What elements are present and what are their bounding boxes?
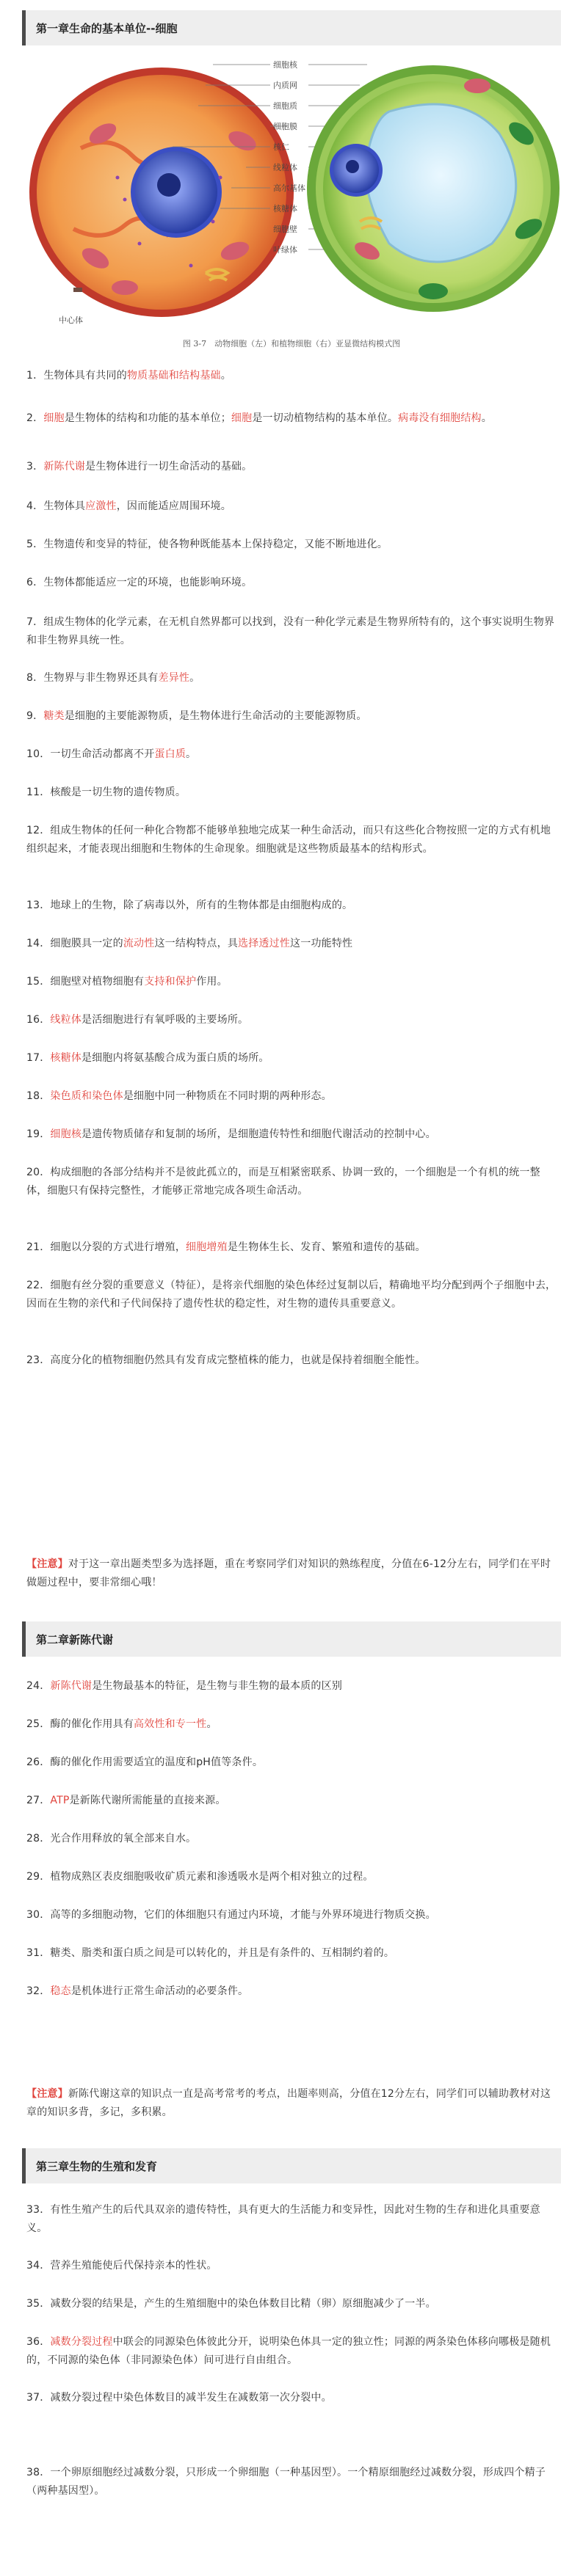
list-item: [26, 1830, 557, 1848]
list-item: [26, 707, 557, 726]
highlighted-text: 流动性: [123, 938, 155, 949]
list-item: [26, 1792, 557, 1810]
item-number: 31．: [26, 1947, 51, 1959]
item-number: 24．: [26, 1680, 51, 1692]
item-text: 糖类、脂类和蛋白质之间是可以转化的，并且是有条件的、互相制约着的。: [50, 1947, 395, 1959]
chapter3-title: 第三章生物的生殖和发育: [36, 2159, 158, 2173]
item-number: 2．: [26, 412, 44, 424]
list-item: [26, 1944, 557, 1963]
item-number: 22．: [26, 1280, 51, 1291]
item-text: 是活细胞进行有氧呼吸的主要场所。: [82, 1014, 249, 1026]
item-number: 23．: [26, 1354, 51, 1366]
item-text: 细胞有丝分裂的重要意义（特征），是将亲代细胞的染色体经过复制以后，精确地平均分配到两个子细胞中去，因而在生物的亲代和子代间保持了遗传性状的稳定性，对生物的遗传具重要意义。: [26, 1280, 557, 1310]
list-item: [26, 367, 557, 385]
list-item: [26, 2295, 557, 2313]
highlighted-text: 减数分裂过程: [50, 2336, 113, 2348]
item-number: 5．: [26, 539, 44, 550]
list-item: [26, 458, 557, 476]
item-number: 11．: [26, 787, 51, 798]
highlighted-text: 稳态: [50, 1985, 71, 1997]
list-item: [26, 1125, 557, 1144]
item-text: 。: [206, 1718, 217, 1730]
list-item: [26, 2333, 557, 2370]
item-text: 是机体进行正常生命活动的必要条件。: [70, 1985, 249, 1997]
list-item: [26, 2201, 557, 2238]
list-item: [26, 1868, 557, 1886]
item-number: 8．: [26, 672, 44, 684]
item-number: 35．: [26, 2298, 51, 2310]
cell-diagram-figure: [22, 45, 561, 354]
highlighted-text: ATP: [50, 1795, 70, 1806]
note-tag: 【注意】: [26, 2088, 68, 2100]
item-number: 37．: [26, 2392, 51, 2404]
item-text: 。: [220, 370, 231, 382]
label-nucleolus: 核仁: [273, 142, 289, 152]
highlighted-text: 糖类: [43, 710, 65, 722]
item-number: 6．: [26, 577, 44, 588]
list-item: [26, 1754, 557, 1772]
item-number: 34．: [26, 2260, 51, 2272]
highlighted-text: 细胞: [231, 412, 253, 424]
item-text: 地球上的生物，除了病毒以外，所有的生物体都是由细胞构成的。: [50, 900, 353, 911]
label-nucleus: 细胞核: [273, 60, 297, 70]
item-text: 作用。: [196, 976, 228, 988]
list-item: [26, 822, 557, 858]
list-item: [26, 2464, 557, 2500]
item-number: 10．: [26, 748, 51, 760]
centrosome-label: 中心体: [59, 315, 83, 325]
item-text: ，因而能适应周围环境。: [116, 500, 231, 512]
highlighted-text: 物质基础和结构基础: [126, 370, 221, 382]
highlighted-text: 新陈代谢: [43, 461, 86, 472]
item-number: 16．: [26, 1014, 51, 1026]
list-item: [26, 1982, 557, 2001]
item-text: 是生物体的结构和功能的基本单位；: [64, 412, 231, 424]
animal-cell: [29, 67, 294, 325]
highlighted-text: 应激性: [85, 500, 117, 512]
list-item: [26, 784, 557, 802]
highlighted-text: 选择透过性: [238, 938, 291, 949]
label-chloroplast: 叶绿体: [273, 245, 297, 255]
item-number: 13．: [26, 900, 51, 911]
list-item: [26, 745, 557, 764]
item-text: 有性生殖产生的后代具双亲的遗传特性，具有更大的生活能力和变异性，因此对生物的生存和进化具重要意义。: [26, 2204, 540, 2234]
list-item: [26, 1164, 557, 1200]
item-text: 一切生命活动都离不开: [50, 748, 155, 760]
chapter3-header: [22, 2148, 561, 2183]
figure-caption: 图 3-7 动物细胞（左）和植物细胞（右）亚显微结构模式图: [182, 339, 401, 349]
item-number: 1．: [26, 370, 44, 382]
item-text: 营养生殖能使后代保持亲本的性状。: [50, 2260, 217, 2272]
item-text: 酶的催化作用具有: [50, 1718, 134, 1730]
item-number: 26．: [26, 1756, 51, 1768]
item-text: 是一切动植物结构的基本单位。: [252, 412, 399, 424]
highlighted-text: 细胞: [43, 412, 65, 424]
centrosome-shape: [73, 288, 82, 292]
item-text: 生物遗传和变异的特征，使各物种既能基本上保持稳定，又能不断地进化。: [43, 539, 388, 550]
item-text: 。: [189, 672, 200, 684]
item-number: 36．: [26, 2336, 51, 2348]
item-text: 生物体具有共同的: [43, 370, 127, 382]
list-item: [26, 1677, 557, 1696]
item-number: 14．: [26, 938, 51, 949]
item-text: 是细胞中同一种物质在不同时期的两种形态。: [123, 1090, 332, 1102]
item-number: 18．: [26, 1090, 51, 1102]
list-item: [26, 1238, 557, 1257]
item-text: 是遗传物质储存和复制的场所，是细胞遗传特性和细胞代谢活动的控制中心。: [82, 1128, 436, 1140]
item-text: 。: [186, 748, 197, 760]
item-number: 7．: [26, 616, 44, 628]
item-number: 38．: [26, 2467, 51, 2478]
item-number: 20．: [26, 1167, 51, 1178]
item-text: 生物体具: [43, 500, 86, 512]
item-number: 28．: [26, 1833, 51, 1845]
animal-nucleolus: [157, 173, 181, 197]
chapter1-title: 第一章生命的基本单位--细胞: [36, 21, 178, 35]
item-number: 30．: [26, 1909, 51, 1921]
note-text: 对于这一章出题类型多为选择题，重在考察同学们对知识的熟练程度，分值在6-12分左右，同学们在平时做题过程中，要非常细心哦！: [26, 1558, 551, 1588]
item-number: 19．: [26, 1128, 51, 1140]
item-text: 减数分裂过程中染色体数目的减半发生在减数第一次分裂中。: [50, 2392, 332, 2404]
label-mitochondria: 线粒体: [273, 163, 297, 172]
label-membrane: 细胞膜: [273, 122, 297, 131]
label-er: 内质网: [273, 81, 297, 90]
item-text: 生物界与非生物界还具有: [43, 672, 159, 684]
list-item: [26, 497, 557, 516]
item-number: 4．: [26, 500, 44, 512]
item-text: 植物成熟区表皮细胞吸收矿质元素和渗透吸水是两个相对独立的过程。: [50, 1871, 374, 1883]
item-text: 高等的多细胞动物，它们的体细胞只有通过内环境，才能与外界环境进行物质交换。: [50, 1909, 436, 1921]
item-text: 组成生物体的化学元素，在无机自然界都可以找到，没有一种化学元素是生物界所特有的，这个事实说明生物界和非生物界具统一性。: [26, 616, 555, 646]
item-text: 细胞膜具一定的: [50, 938, 123, 949]
note-tag: 【注意】: [26, 1558, 68, 1570]
list-item: [26, 1087, 557, 1106]
label-cytoplasm: 细胞质: [273, 101, 297, 111]
item-text: 中联会的同源染色体彼此分开，说明染色体具一定的独立性；同源的两条染色体移向哪极是随机的，不同源的染色体（非同源染色体）间可进行自由组合。: [26, 2336, 551, 2366]
list-item: [26, 1906, 557, 1924]
plant-cell: [307, 65, 560, 312]
list-item: [26, 409, 557, 428]
item-text: 是细胞内将氨基酸合成为蛋白质的场所。: [82, 1052, 269, 1064]
item-text: 这一结构特点，具: [154, 938, 239, 949]
item-text: 核酸是一切生物的遗传物质。: [50, 787, 187, 798]
list-item: [26, 1049, 557, 1068]
highlighted-text: 核糖体: [50, 1052, 82, 1064]
item-text: 这一功能特性: [290, 938, 353, 949]
highlighted-text: 染色质和染色体: [50, 1090, 123, 1102]
item-text: 细胞以分裂的方式进行增殖，: [50, 1241, 187, 1253]
highlighted-text: 线粒体: [50, 1014, 82, 1026]
item-number: 32．: [26, 1985, 51, 1997]
item-text: 细胞壁对植物细胞有: [50, 976, 145, 988]
item-number: 33．: [26, 2204, 51, 2216]
list-item: [26, 1011, 557, 1029]
chapter2-header: [22, 1621, 561, 1657]
list-item: [26, 1715, 557, 1734]
item-text: 是生物体生长、发育、繁殖和遗传的基础。: [227, 1241, 426, 1253]
list-item: [26, 613, 557, 650]
item-text: 构成细胞的各部分结构并不是彼此孤立的，而是互相紧密联系、协调一致的，一个细胞是一个有机的统一整体，细胞只有保持完整性，才能够正常地完成各项生命活动。: [26, 1167, 540, 1197]
item-text: 生物体都能适应一定的环境，也能影响环境。: [43, 577, 253, 588]
list-item: [26, 1277, 557, 1313]
label-ribosome: 核糖体: [273, 204, 297, 214]
chapter1-note: [26, 1555, 557, 1592]
list-item: [26, 935, 557, 953]
list-item: [26, 1351, 557, 1370]
note-text: 新陈代谢这章的知识点一直是高考常考的考点，出题率则高，分值在12分左右，同学们可以辅助教材对这章的知识多背，多记，多积累。: [26, 2088, 551, 2118]
item-number: 29．: [26, 1871, 51, 1883]
item-text: 光合作用释放的氧全部来自水。: [50, 1833, 197, 1845]
item-number: 12．: [26, 825, 51, 836]
highlighted-text: 支持和保护: [144, 976, 197, 988]
highlighted-text: 差异性: [158, 672, 190, 684]
item-number: 21．: [26, 1241, 51, 1253]
item-text: 组成生物体的任何一种化合物都不能够单独地完成某一种生命活动，而只有这些化合物按照一定的方式有机地组织起来，才能表现出细胞和生物体的生命现象。细胞就是这些物质最基本的结构形式。: [26, 825, 551, 855]
list-item: [26, 973, 557, 991]
item-text: 一个卵原细胞经过减数分裂，只形成一个卵细胞（一种基因型）。一个精原细胞经过减数分裂，形成四个精子（两种基因型）。: [26, 2467, 546, 2497]
item-text: 减数分裂的结果是，产生的生殖细胞中的染色体数目比精（卵）原细胞减少了一半。: [50, 2298, 436, 2310]
item-text: 是生物体进行一切生命活动的基础。: [85, 461, 253, 472]
highlighted-text: 高效性和专一性: [134, 1718, 207, 1730]
item-number: 17．: [26, 1052, 51, 1064]
item-text: 。: [481, 412, 492, 424]
highlighted-text: 蛋白质: [154, 748, 187, 760]
item-number: 3．: [26, 461, 44, 472]
list-item: [26, 669, 557, 687]
chapter2-title: 第二章新陈代谢: [36, 1632, 114, 1646]
chapter1-header: [22, 10, 561, 45]
item-text: 是生物最基本的特征，是生物与非生物的最本质的区别: [92, 1680, 343, 1692]
highlighted-text: 病毒没有细胞结构: [398, 412, 482, 424]
highlighted-text: 新陈代谢: [50, 1680, 93, 1692]
list-item: [26, 2257, 557, 2275]
item-text: 是细胞的主要能源物质，是生物体进行生命活动的主要能源物质。: [64, 710, 367, 722]
list-item: [26, 2389, 557, 2407]
item-text: 酶的催化作用需要适宜的温度和pH值等条件。: [50, 1756, 264, 1768]
plant-vacuole: [366, 104, 516, 262]
cell-diagram: [22, 45, 561, 335]
list-item: [26, 536, 557, 554]
item-number: 15．: [26, 976, 51, 988]
list-item: [26, 574, 557, 592]
item-text: 是新陈代谢所需能量的直接来源。: [69, 1795, 226, 1806]
item-number: 25．: [26, 1718, 51, 1730]
highlighted-text: 细胞增殖: [186, 1241, 228, 1253]
label-golgi: 高尔基体: [273, 183, 305, 193]
item-number: 9．: [26, 710, 44, 722]
item-text: 高度分化的植物细胞仍然具有发育成完整植株的能力，也就是保持着细胞全能性。: [50, 1354, 426, 1366]
chapter2-note: [26, 2085, 557, 2122]
label-cell-wall: 细胞壁: [273, 225, 297, 234]
highlighted-text: 细胞核: [50, 1128, 82, 1140]
item-number: 27．: [26, 1795, 51, 1806]
list-item: [26, 897, 557, 915]
